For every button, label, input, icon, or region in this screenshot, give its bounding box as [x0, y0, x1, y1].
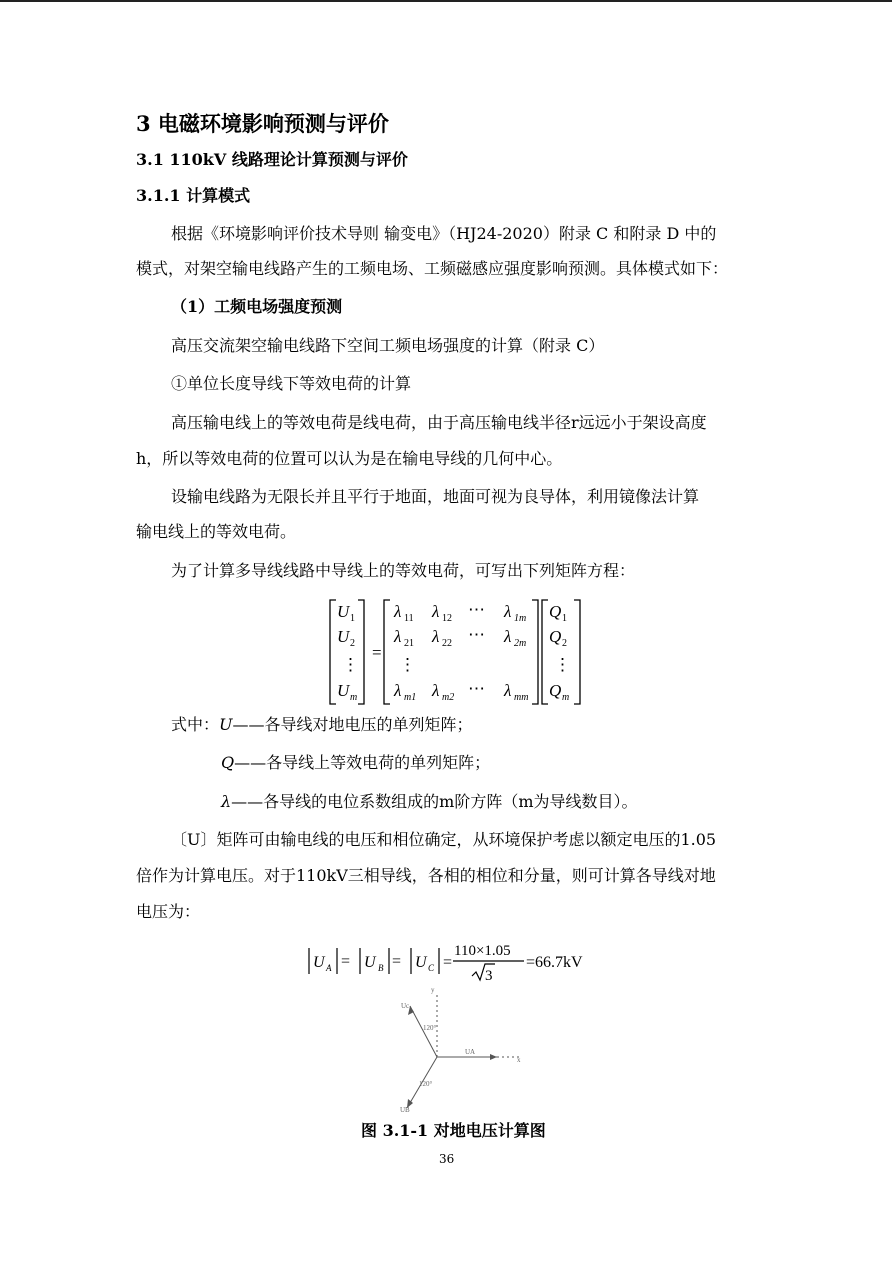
para4-line-2: 倍作为计算电压。对于110kV三相导线，各相的相位和分量，则可计算各导线对地 [136, 866, 716, 885]
definition-u: 式中：U——各导线对地电压的单列矩阵； [171, 715, 473, 734]
svg-text:⋯: ⋯ [468, 625, 485, 644]
svg-text:U: U [337, 602, 350, 621]
svg-text:m: m [562, 692, 570, 703]
svg-text:C: C [428, 963, 435, 973]
svg-text:mm: mm [514, 692, 529, 703]
svg-text:λ: λ [394, 602, 402, 621]
svg-text:λ: λ [394, 681, 402, 700]
svg-text:B: B [378, 963, 384, 973]
svg-text:λ: λ [504, 602, 512, 621]
svg-text:x: x [517, 1056, 521, 1064]
svg-text:Q: Q [549, 627, 562, 646]
svg-text:⋮: ⋮ [399, 655, 416, 674]
chapter-title: 3 电磁环境影响预测与评价 [136, 111, 389, 136]
svg-text:U: U [364, 954, 376, 971]
para2-line-2: 输电线上的等效电荷。 [136, 522, 297, 541]
page-top-rule [0, 0, 892, 2]
svg-text:=: = [372, 643, 382, 662]
svg-text:UB: UB [400, 1106, 410, 1114]
svg-text:21: 21 [404, 638, 414, 649]
svg-text:=: = [392, 953, 402, 970]
svg-text:1: 1 [350, 613, 355, 624]
svg-text:λ: λ [394, 627, 402, 646]
svg-text:1: 1 [562, 613, 567, 624]
item1-title: （1）工频电场强度预测 [171, 297, 343, 316]
figure-caption: 图 3.1-1 对地电压计算图 [361, 1121, 546, 1140]
svg-text:Q: Q [549, 602, 562, 621]
svg-text:11: 11 [404, 613, 414, 624]
svg-text:λ: λ [432, 627, 440, 646]
svg-text:λ: λ [432, 602, 440, 621]
svg-text:m1: m1 [404, 692, 417, 703]
svg-text:22: 22 [442, 638, 452, 649]
svg-text:A: A [326, 963, 332, 973]
svg-text:m2: m2 [442, 692, 455, 703]
intro-line-2: 模式，对架空输电线路产生的工频电场、工频磁感应强度影响预测。具体模式如下： [136, 259, 729, 278]
para4-line-1: 〔U〕矩阵可由输电线的电压和相位确定，从环境保护考虑以额定电压的1.05 [171, 830, 717, 849]
voltage-formula [300, 938, 600, 984]
svg-text:λ: λ [504, 681, 512, 700]
svg-text:2: 2 [350, 638, 355, 649]
definition-q: Q——各导线上等效电荷的单列矩阵； [221, 753, 491, 772]
matrix-equation [320, 596, 590, 708]
para3: 为了计算多导线线路中导线上的等效电荷，可写出下列矩阵方程： [171, 561, 636, 580]
svg-text:U: U [337, 681, 350, 700]
svg-text:2: 2 [562, 638, 567, 649]
svg-text:12: 12 [442, 613, 452, 624]
svg-text:U: U [313, 954, 325, 971]
svg-text:2m: 2m [514, 638, 527, 649]
formula-denominator: 3 [485, 968, 493, 984]
para1-line-1: 高压输电线上的等效电荷是线电荷，由于高压输电线半径r远远小于架设高度 [171, 413, 707, 432]
definition-lambda: λ——各导线的电位系数组成的m阶方阵（m为导线数目）。 [221, 792, 638, 811]
svg-text:Q: Q [549, 681, 562, 700]
para1-line-2: h，所以等效电荷的位置可以认为是在输电导线的几何中心。 [136, 449, 563, 468]
svg-text:⋮: ⋮ [342, 655, 359, 674]
intro-line-1: 根据《环境影响评价技术导则 输变电》（HJ24-2020）附录 C 和附录 D 中的 [171, 224, 717, 243]
section-title: 3.1 110kV 线路理论计算预测与评价 [136, 150, 408, 169]
svg-text:U: U [337, 627, 350, 646]
svg-text:m: m [350, 692, 358, 703]
svg-text:=: = [341, 953, 351, 970]
svg-text:y: y [431, 986, 435, 994]
step1-title: ①单位长度导线下等效电荷的计算 [171, 374, 412, 393]
svg-text:⋯: ⋯ [468, 600, 485, 619]
svg-text:⋯: ⋯ [468, 679, 485, 698]
para2-line-1: 设输电线路为无限长并且平行于地面，地面可视为良导体，利用镜像法计算 [171, 487, 700, 506]
svg-text:=: = [443, 954, 453, 971]
svg-text:1m: 1m [514, 613, 527, 624]
formula-numerator: 110×1.05 [454, 943, 511, 959]
svg-text:Uc: Uc [401, 1002, 410, 1010]
page-number: 36 [439, 1152, 455, 1166]
subsection-title: 3.1.1 计算模式 [136, 186, 251, 205]
svg-text:120°: 120° [419, 1080, 433, 1088]
para4-line-3: 电压为： [136, 902, 201, 921]
svg-text:λ: λ [432, 681, 440, 700]
svg-text:120°: 120° [423, 1024, 437, 1032]
svg-text:UA: UA [465, 1048, 476, 1056]
svg-text:⋮: ⋮ [554, 655, 571, 674]
svg-text:U: U [415, 954, 427, 971]
phasor-diagram [395, 982, 535, 1114]
item1-subtitle: 高压交流架空输电线路下空间工频电场强度的计算（附录 C） [171, 336, 605, 355]
svg-text:λ: λ [504, 627, 512, 646]
formula-result: =66.7kV [526, 954, 583, 971]
